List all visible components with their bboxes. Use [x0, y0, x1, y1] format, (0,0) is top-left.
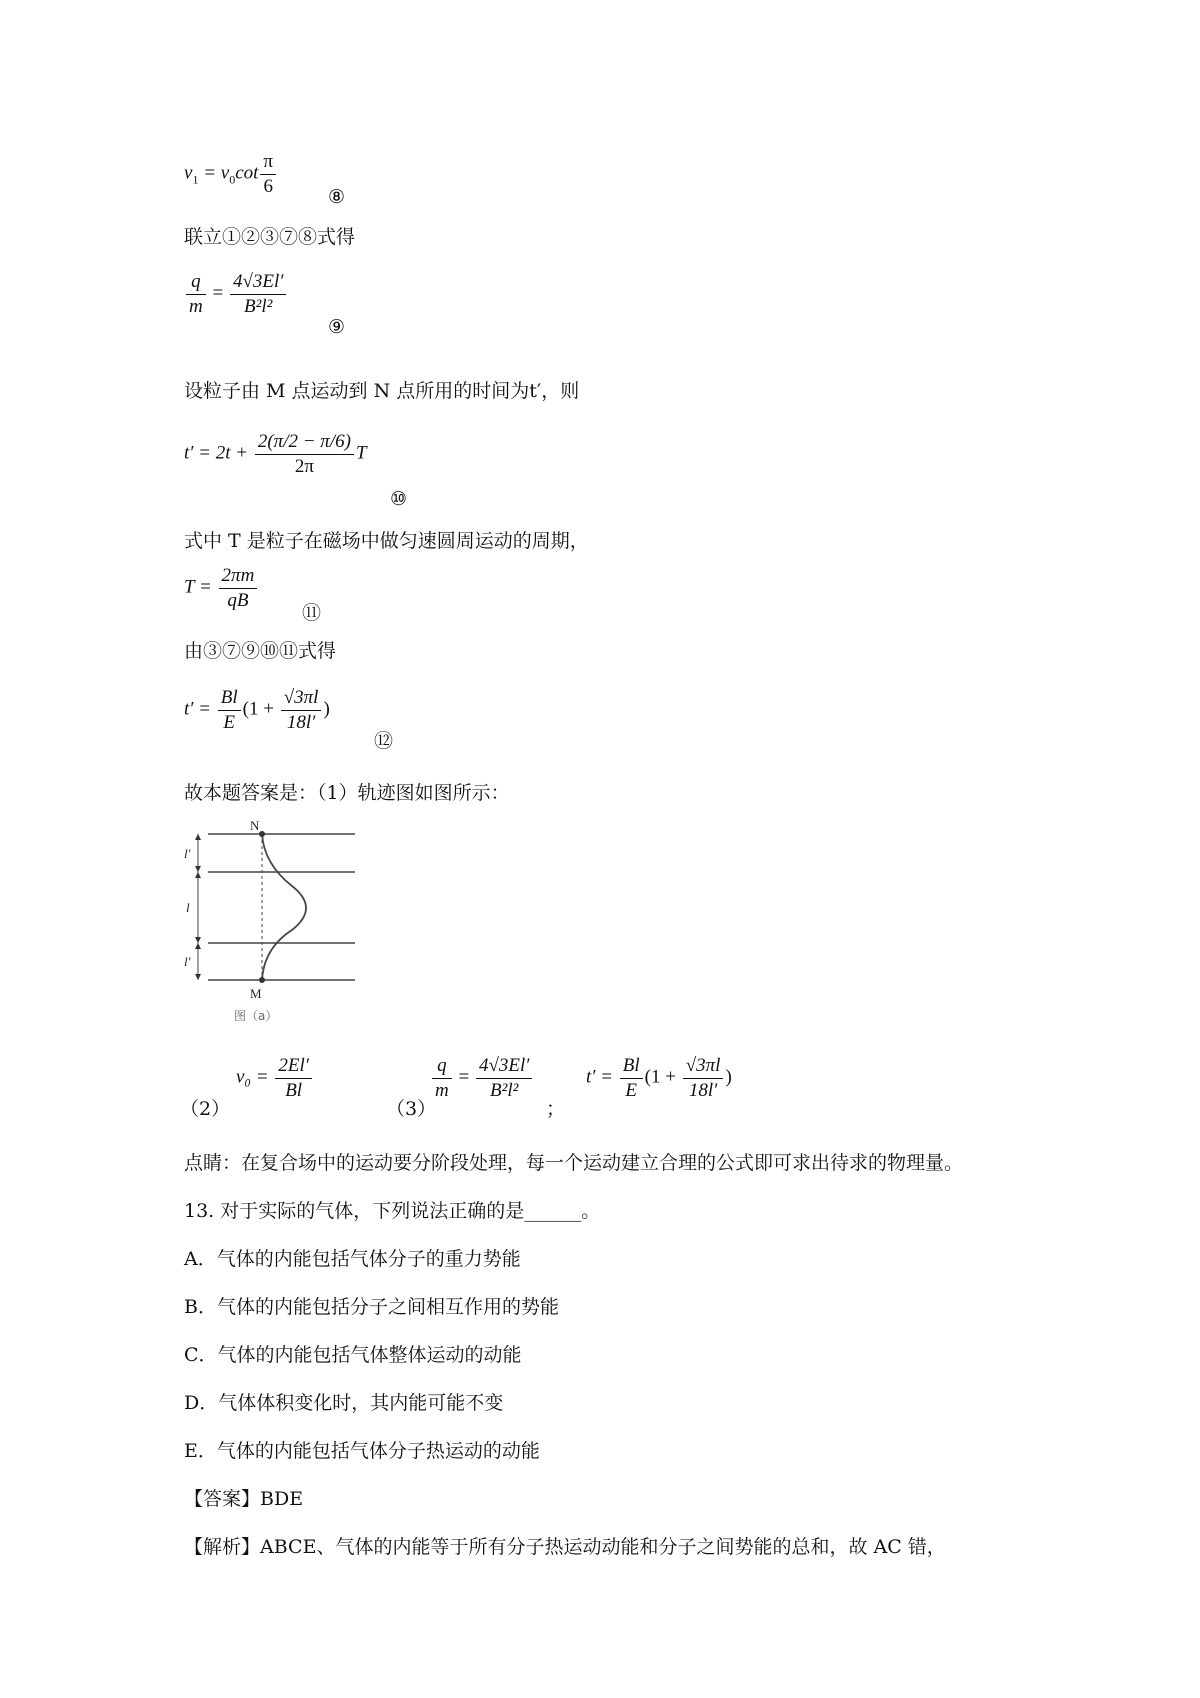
text-comment: 点睛：在复合场中的运动要分阶段处理，每一个运动建立合理的公式即可求出待求的物理量。	[184, 1152, 964, 1174]
equation-10: t′ = 2t + $\frac{2(\pi/2 - \pi/6)}{2\pi}$ T	[184, 431, 367, 477]
text-time: 设粒子由 M 点运动到 N 点所用的时间为t′，则	[184, 380, 580, 402]
equation-12-tag: ⑫	[374, 730, 394, 752]
answer-3-time: t′ = $\frac{Bl}{E}$ (1 + $\frac{√3\pi l}{18l'}$ )	[586, 1055, 732, 1101]
question-13-option-B: B．气体的内能包括分子之间相互作用的势能	[184, 1296, 559, 1318]
trajectory-figure	[180, 818, 360, 1032]
label-l-prime-top: l′	[184, 846, 191, 861]
question-13-answer: 【答案】BDE	[184, 1488, 304, 1510]
question-13-option-E: E．气体的内能包括气体分子热运动的动能	[184, 1440, 540, 1462]
trajectory-curve	[262, 834, 306, 980]
text-combine-2: 由③⑦⑨⑩⑪式得	[184, 640, 337, 662]
equation-10-tag: ⑩	[390, 488, 408, 510]
figure-caption: 图（a）	[234, 1009, 278, 1023]
text-period: 式中 T 是粒子在磁场中做匀速圆周运动的周期，	[184, 530, 589, 552]
point-N-dot	[259, 831, 265, 837]
point-M-dot	[259, 977, 265, 983]
text-answer-1: 故本题答案是：（1）轨迹图如图所示：	[184, 782, 510, 804]
answer-2-tag: （2）	[180, 1098, 231, 1120]
answer-2: v₀ = $\frac{2El'}{Bl}$	[236, 1054, 314, 1103]
equation-12: t′ = $\frac{Bl}{E}$ (1 + $\frac{√3\pi l}{18l'}$ )	[184, 687, 330, 733]
equation-9: $\frac{q}{m}$ = $\frac{4√3El'}{\text{B²l²}}$	[184, 270, 288, 319]
answer-3-qm: $\frac{q}{m}$ = $\frac{4√3El'}{\text{B²l²}}$	[430, 1054, 534, 1103]
question-13-stem: 13. 对于实际的气体，下列说法正确的是______。	[184, 1200, 601, 1222]
question-13-option-D: D．气体体积变化时，其内能可能不变	[184, 1392, 504, 1414]
equation-9-tag: ⑨	[328, 316, 346, 338]
label-M: M	[250, 986, 262, 1001]
equation-11-tag: ⑪	[302, 602, 322, 624]
equation-8: $v_1 = v_0\cot$ $\frac{\pi}{6}$	[184, 150, 278, 199]
question-13-option-A: A．气体的内能包括气体分子的重力势能	[184, 1248, 521, 1270]
equation-11: T = $\frac{2\pi m}{qB}$	[184, 564, 259, 613]
equation-8-tag: ⑧	[328, 186, 346, 208]
answer-3-tag: （3）	[386, 1098, 437, 1120]
text-combine-1: 联立①②③⑦⑧式得	[184, 226, 356, 248]
answer-3-separator: ；	[546, 1098, 566, 1120]
label-N: N	[250, 818, 260, 833]
label-l: l	[186, 900, 190, 915]
label-l-prime-bottom: l′	[184, 954, 191, 969]
question-13-option-C: C．气体的内能包括气体整体运动的动能	[184, 1344, 522, 1366]
question-13-analysis: 【解析】ABCE、气体的内能等于所有分子热运动动能和分子之间势能的总和，故 AC 错，	[184, 1536, 946, 1558]
